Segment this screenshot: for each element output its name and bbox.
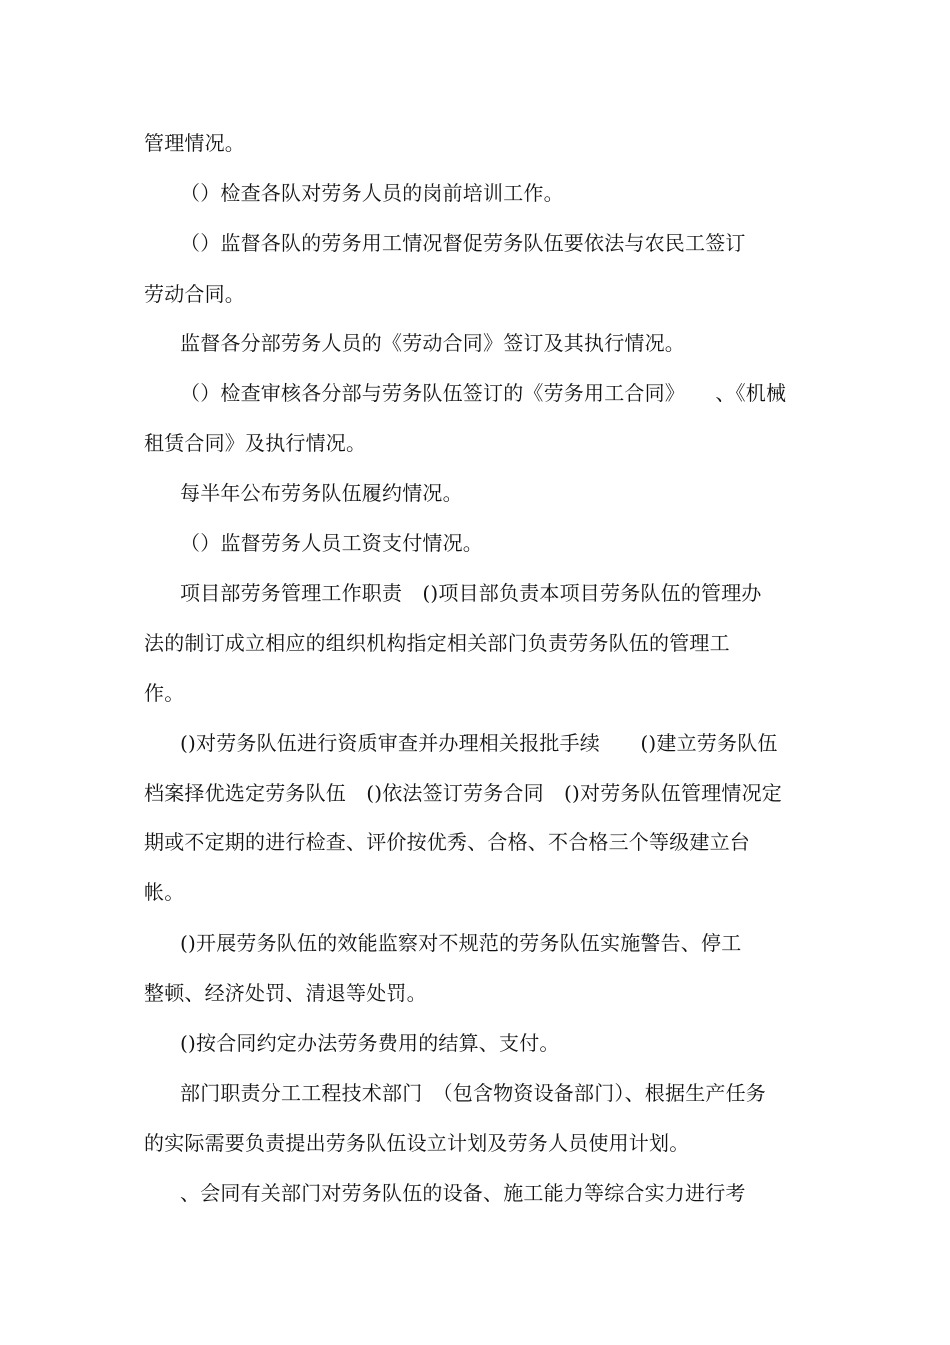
text-line: 租赁合同》及执行情况。	[144, 431, 367, 455]
text-line: 部门职责分工工程技术部门 （包含物资设备部门）、根据生产任务	[180, 1081, 766, 1105]
text-line: 、会同有关部门对劳务队伍的设备、施工能力等综合实力进行考	[180, 1181, 746, 1205]
text-line: 监督各分部劳务人员的《劳动合同》签订及其执行情况。	[180, 331, 685, 355]
text-line: 帐。	[144, 880, 185, 904]
text-line: 劳动合同。	[144, 282, 245, 306]
text-line: 档案择优选定劳务队伍 ()依法签订劳务合同 ()对劳务队伍管理情况定	[144, 781, 783, 805]
text-line: ()开展劳务队伍的效能监察对不规范的劳务队伍实施警告、停工	[180, 931, 742, 955]
text-line: 法的制订成立相应的组织机构指定相关部门负责劳务队伍的管理工	[144, 631, 730, 655]
text-line: 每半年公布劳务队伍履约情况。	[180, 481, 463, 505]
text-line: ()按合同约定办法劳务费用的结算、支付。	[180, 1031, 560, 1055]
text-line: （）监督各队的劳务用工情况督促劳务队伍要依法与农民工签订	[180, 231, 746, 255]
text-line: ()对劳务队伍进行资质审查并办理相关报批手续 ()建立劳务队伍	[180, 731, 778, 755]
text-line: 期或不定期的进行检查、评价按优秀、合格、不合格三个等级建立台	[144, 830, 750, 854]
text-line: 项目部劳务管理工作职责 ()项目部负责本项目劳务队伍的管理办	[180, 581, 762, 605]
text-line: 作。	[144, 681, 185, 705]
text-line: 管理情况。	[144, 131, 245, 155]
text-line: 整顿、经济处罚、清退等处罚。	[144, 981, 427, 1005]
text-line: （）监督劳务人员工资支付情况。	[180, 531, 483, 555]
text-line: （）检查各队对劳务人员的岗前培训工作。	[180, 181, 564, 205]
text-line: 的实际需要负责提出劳务队伍设立计划及劳务人员使用计划。	[144, 1131, 690, 1155]
text-line: （）检查审核各分部与劳务队伍签订的《劳务用工合同》 、《机械	[180, 381, 787, 405]
